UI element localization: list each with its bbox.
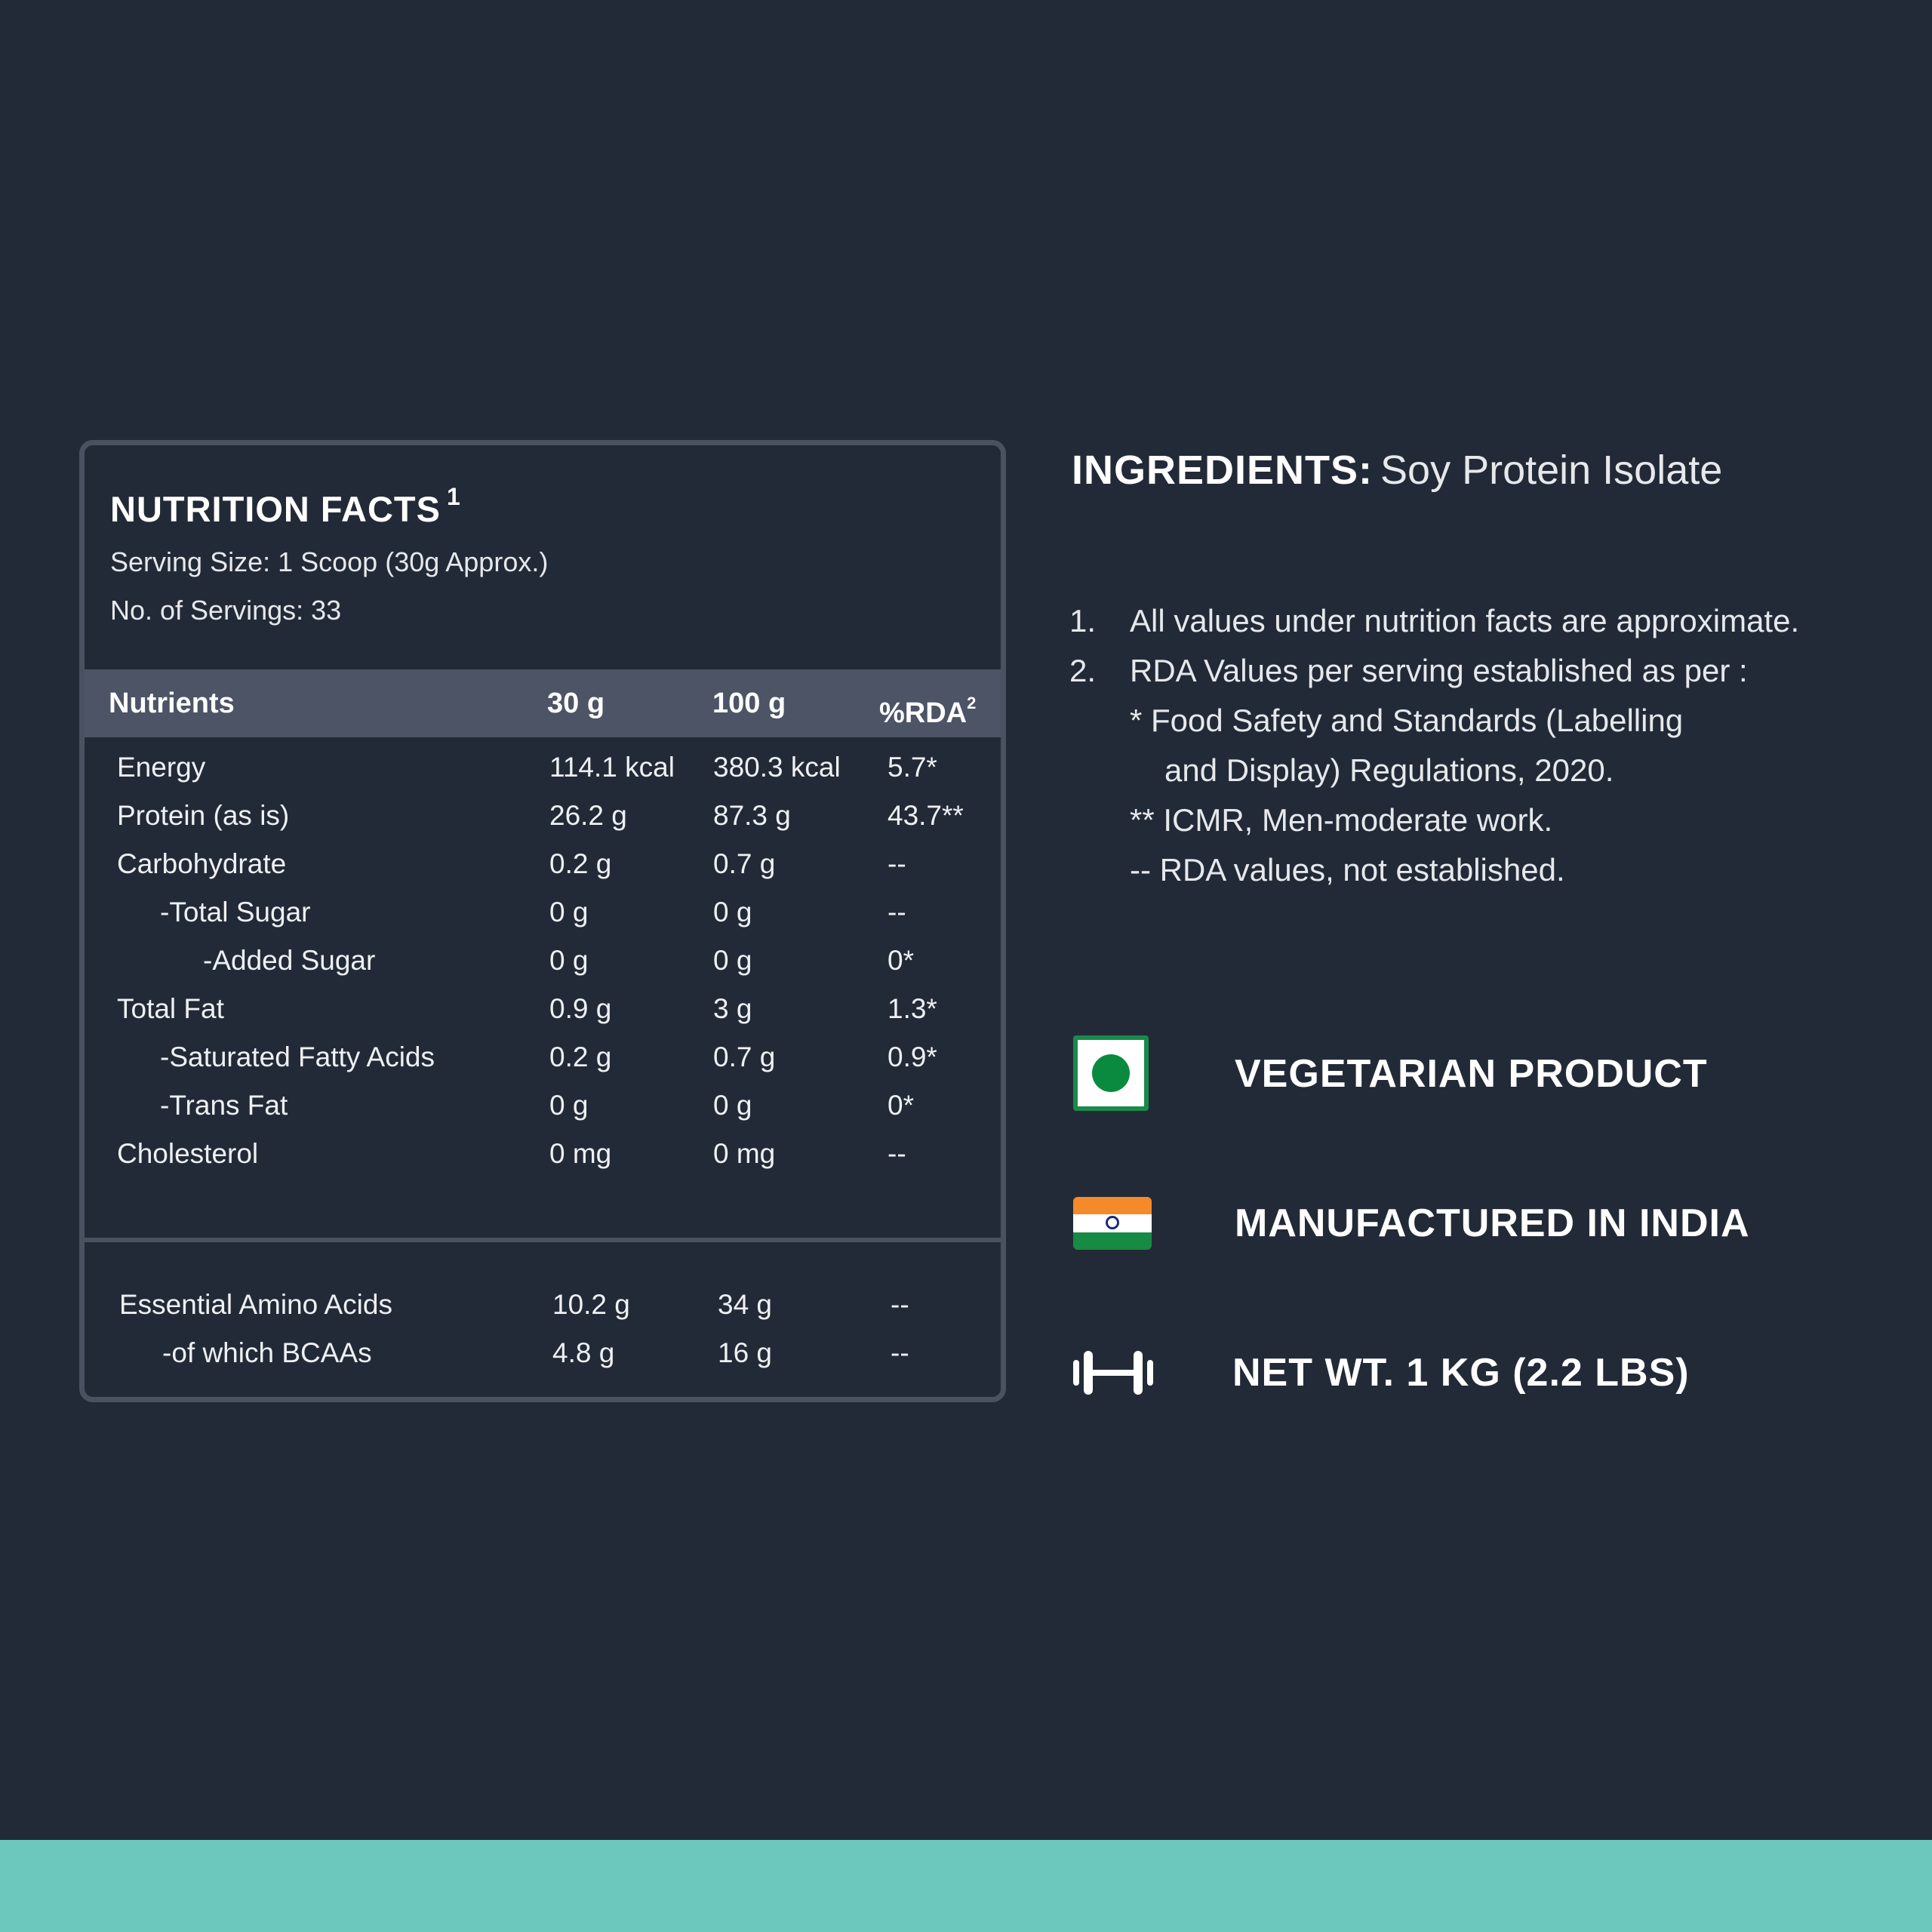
table-row <box>85 888 1001 937</box>
nutrient-name: -Saturated Fatty Acids <box>160 1041 435 1072</box>
value-30g: 114.1 kcal <box>549 752 675 783</box>
value-100g: 16 g <box>718 1337 773 1368</box>
table-row <box>85 1033 1001 1081</box>
column-header-nutrients: Nutrients <box>109 688 235 719</box>
value-100g: 0 g <box>713 945 752 976</box>
dumbbell-icon <box>1072 1349 1155 1396</box>
value-30g: 0 g <box>549 945 589 976</box>
value-30g: 0.2 g <box>549 1041 612 1072</box>
value-100g: 0.7 g <box>713 1041 776 1072</box>
footnote-2-fssai-cont: and Display) Regulations, 2020. <box>1164 752 1614 788</box>
value-100g: 380.3 kcal <box>713 752 841 783</box>
footnote-2-fssai: * Food Safety and Standards (Labelling <box>1130 703 1684 738</box>
value-100g: 0 g <box>713 897 752 928</box>
nutrient-name: Carbohydrate <box>117 848 287 879</box>
footnote-2 <box>1069 646 1748 696</box>
ingredients-label: INGREDIENTS: <box>1072 448 1374 493</box>
footnote-2-not-established: -- RDA values, not established. <box>1130 852 1565 888</box>
net-weight-badge <box>1072 1331 1826 1414</box>
ingredients <box>1072 447 1722 494</box>
table-header <box>85 669 1001 737</box>
nutrient-name: Protein (as is) <box>117 800 290 831</box>
value-100g: 0 g <box>713 1090 752 1121</box>
ingredients-value: Soy Protein Isolate <box>1380 448 1723 493</box>
column-header-30g: 30 g <box>547 688 605 719</box>
value-30g: 26.2 g <box>549 800 627 831</box>
value-100g: 0 mg <box>713 1138 776 1169</box>
section-divider <box>85 1238 1001 1242</box>
nutrient-name: Cholesterol <box>117 1138 259 1169</box>
table-row <box>85 1130 1001 1178</box>
vegetarian-label: VEGETARIAN PRODUCT <box>1235 1052 1708 1096</box>
footnote-number: 2. <box>1069 653 1097 688</box>
veg-mark-icon <box>1073 1035 1149 1111</box>
footnote-1 <box>1069 596 1800 646</box>
accent-band <box>0 1840 1932 1932</box>
rda-label: %RDA <box>879 697 968 729</box>
nutrient-name: Total Fat <box>117 993 224 1024</box>
nutrition-facts-panel <box>79 440 1006 1402</box>
value-30g: 10.2 g <box>552 1289 630 1320</box>
table-row <box>85 937 1001 985</box>
servings-count: No. of Servings: 33 <box>110 595 342 626</box>
made-in-india-label: MANUFACTURED IN INDIA <box>1235 1201 1750 1245</box>
net-weight-label: NET WT. 1 KG (2.2 LBS) <box>1232 1351 1690 1395</box>
value-100g: 0.7 g <box>713 848 776 879</box>
made-in-india-badge <box>1072 1182 1826 1265</box>
table-row <box>85 985 1001 1033</box>
value-30g: 4.8 g <box>552 1337 615 1368</box>
column-header-100g: 100 g <box>712 688 786 719</box>
footnote-marker: 1 <box>446 483 461 510</box>
value-rda: 43.7** <box>888 800 964 831</box>
nutrient-name: -Total Sugar <box>160 897 311 928</box>
value-100g: 3 g <box>713 993 752 1024</box>
nutrient-name: -Added Sugar <box>203 945 376 976</box>
value-30g: 0 mg <box>549 1138 612 1169</box>
value-100g: 87.3 g <box>713 800 791 831</box>
value-30g: 0 g <box>549 1090 589 1121</box>
table-row <box>85 1329 1001 1377</box>
value-rda: 0* <box>888 1090 914 1121</box>
value-rda: 5.7* <box>888 752 937 783</box>
table-row <box>85 1281 1001 1329</box>
column-header-rda <box>879 669 976 747</box>
nutrient-name: -of which BCAAs <box>162 1337 372 1368</box>
table-row <box>85 1081 1001 1130</box>
value-rda: -- <box>888 848 906 879</box>
nutrition-title-text: NUTRITION FACTS <box>110 489 441 529</box>
value-rda: 0.9* <box>888 1041 937 1072</box>
nutrition-title <box>110 483 461 530</box>
footnote-text: All values under nutrition facts are approximate. <box>1130 603 1800 638</box>
footnote-text: RDA Values per serving established as per : <box>1130 653 1748 688</box>
value-rda: -- <box>888 1138 906 1169</box>
value-rda: -- <box>891 1337 909 1368</box>
value-30g: 0.2 g <box>549 848 612 879</box>
value-rda: -- <box>888 897 906 928</box>
rda-footnote-marker: 2 <box>967 694 977 712</box>
value-30g: 0.9 g <box>549 993 612 1024</box>
vegetarian-badge <box>1072 1032 1826 1115</box>
value-rda: -- <box>891 1289 909 1320</box>
serving-size: Serving Size: 1 Scoop (30g Approx.) <box>110 546 549 577</box>
value-rda: 0* <box>888 945 914 976</box>
footnote-number: 1. <box>1069 603 1097 638</box>
india-flag-icon <box>1073 1197 1152 1250</box>
footnote-2-icmr: ** ICMR, Men-moderate work. <box>1130 802 1553 838</box>
nutrient-name: -Trans Fat <box>160 1090 288 1121</box>
table-row <box>85 743 1001 792</box>
nutrient-name: Essential Amino Acids <box>119 1289 392 1320</box>
value-rda: 1.3* <box>888 993 937 1024</box>
value-100g: 34 g <box>718 1289 773 1320</box>
table-row <box>85 840 1001 888</box>
nutrient-name: Energy <box>117 752 206 783</box>
value-30g: 0 g <box>549 897 589 928</box>
table-row <box>85 792 1001 840</box>
